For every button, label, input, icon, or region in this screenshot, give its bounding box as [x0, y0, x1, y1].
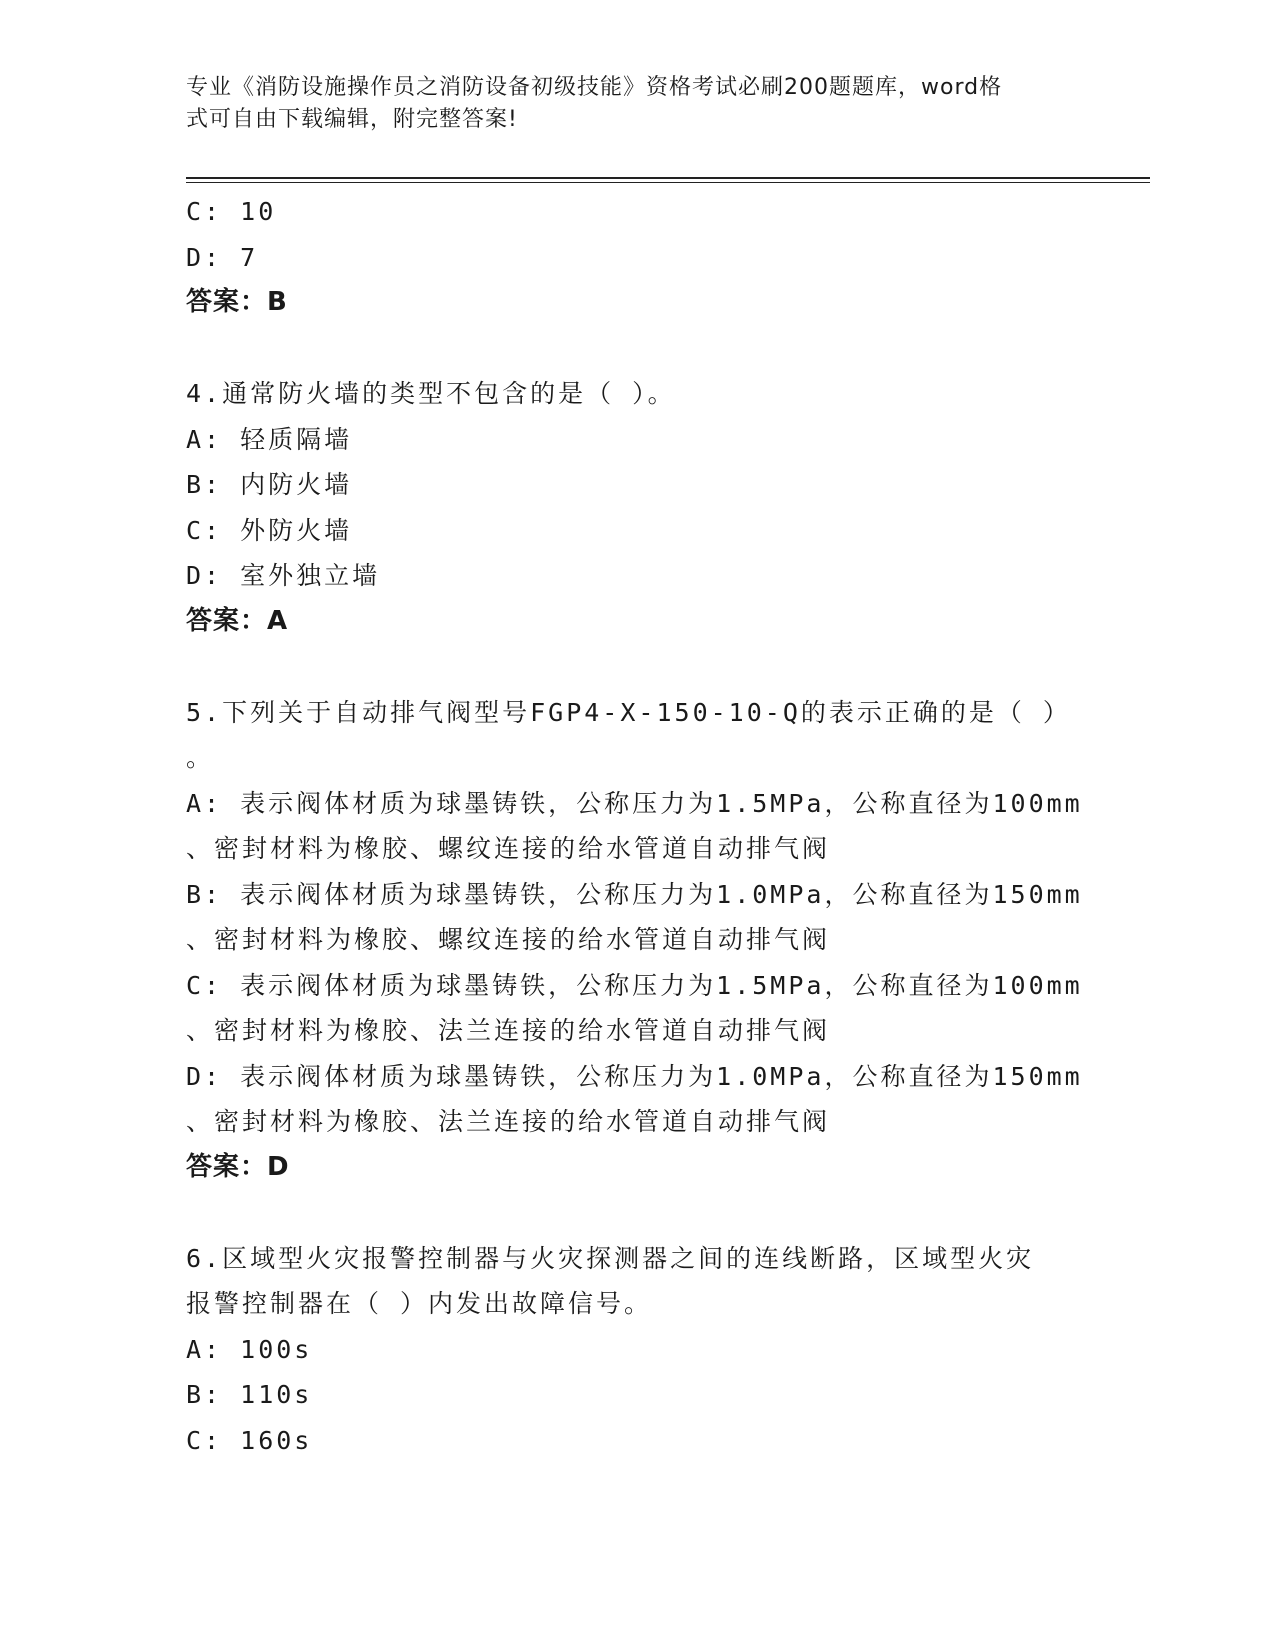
q5-option-c-line-1: C: 表示阀体材质为球墨铸铁，公称压力为1.5MPa，公称直径为100mm — [186, 970, 1083, 1000]
question-6 — [186, 1236, 1086, 1464]
q5-answer: 答案：D — [186, 1151, 290, 1182]
q5-option-d-line-2: 、密封材料为橡胶、法兰连接的给水管道自动排气阀 — [186, 1107, 831, 1136]
q4-question: 4.通常防火墙的类型不包含的是（ ）。 — [186, 379, 676, 408]
q5-option-d-line-1: D: 表示阀体材质为球墨铸铁，公称压力为1.0MPa，公称直径为150mm — [186, 1061, 1083, 1091]
q5-option-a-line-2: 、密封材料为橡胶、螺纹连接的给水管道自动排气阀 — [186, 834, 831, 863]
q3-option-c: C: 10 — [186, 197, 277, 226]
header-title-line-2: 式可自由下载编辑，附完整答案! — [186, 107, 518, 132]
header-divider-thin — [186, 182, 1150, 183]
q5-option-a-line-1: A: 表示阀体材质为球墨铸铁，公称压力为1.5MPa，公称直径为100mm — [186, 788, 1083, 818]
q5-question-line-2: 。 — [186, 743, 215, 772]
q4-option-d: D: 室外独立墙 — [186, 561, 381, 590]
q5-option-b-line-1: B: 表示阀体材质为球墨铸铁，公称压力为1.0MPa，公称直径为150mm — [186, 879, 1083, 909]
question-3 — [186, 189, 1086, 326]
q4-option-b: B: 内防火墙 — [186, 470, 353, 499]
q6-option-c: C: 160s — [186, 1425, 313, 1455]
question-5 — [186, 690, 1086, 1191]
q4-option-a: A: 轻质隔墙 — [186, 424, 353, 454]
header-title-line-1: 专业《消防设施操作员之消防设备初级技能》资格考试必刷200题题库，word格 — [186, 75, 1003, 100]
q5-option-b-line-2: 、密封材料为橡胶、螺纹连接的给水管道自动排气阀 — [186, 925, 831, 954]
q6-option-b: B: 110s — [186, 1380, 313, 1409]
q6-option-a: A: 100s — [186, 1334, 313, 1364]
question-content — [186, 189, 1086, 1463]
q5-question-line-1: 5.下列关于自动排气阀型号FGP4-X-150-10-Q的表示正确的是（ ） — [186, 697, 1071, 727]
q3-answer: 答案：B — [186, 287, 288, 317]
spacer — [186, 644, 1086, 690]
q6-question-line-1: 6.区域型火灾报警控制器与火灾探测器之间的连线断路，区域型火灾 — [186, 1243, 1035, 1273]
question-4 — [186, 371, 1086, 644]
q6-question-line-2: 报警控制器在（ ）内发出故障信号。 — [186, 1289, 653, 1318]
q5-option-c-line-2: 、密封材料为橡胶、法兰连接的给水管道自动排气阀 — [186, 1016, 831, 1045]
q4-option-c: C: 外防火墙 — [186, 515, 353, 545]
q3-option-d: D: 7 — [186, 242, 259, 272]
spacer — [186, 326, 1086, 372]
header-divider-thick — [186, 177, 1150, 179]
q4-answer: 答案：A — [186, 605, 289, 636]
document-header — [186, 72, 1066, 136]
spacer — [186, 1190, 1086, 1236]
